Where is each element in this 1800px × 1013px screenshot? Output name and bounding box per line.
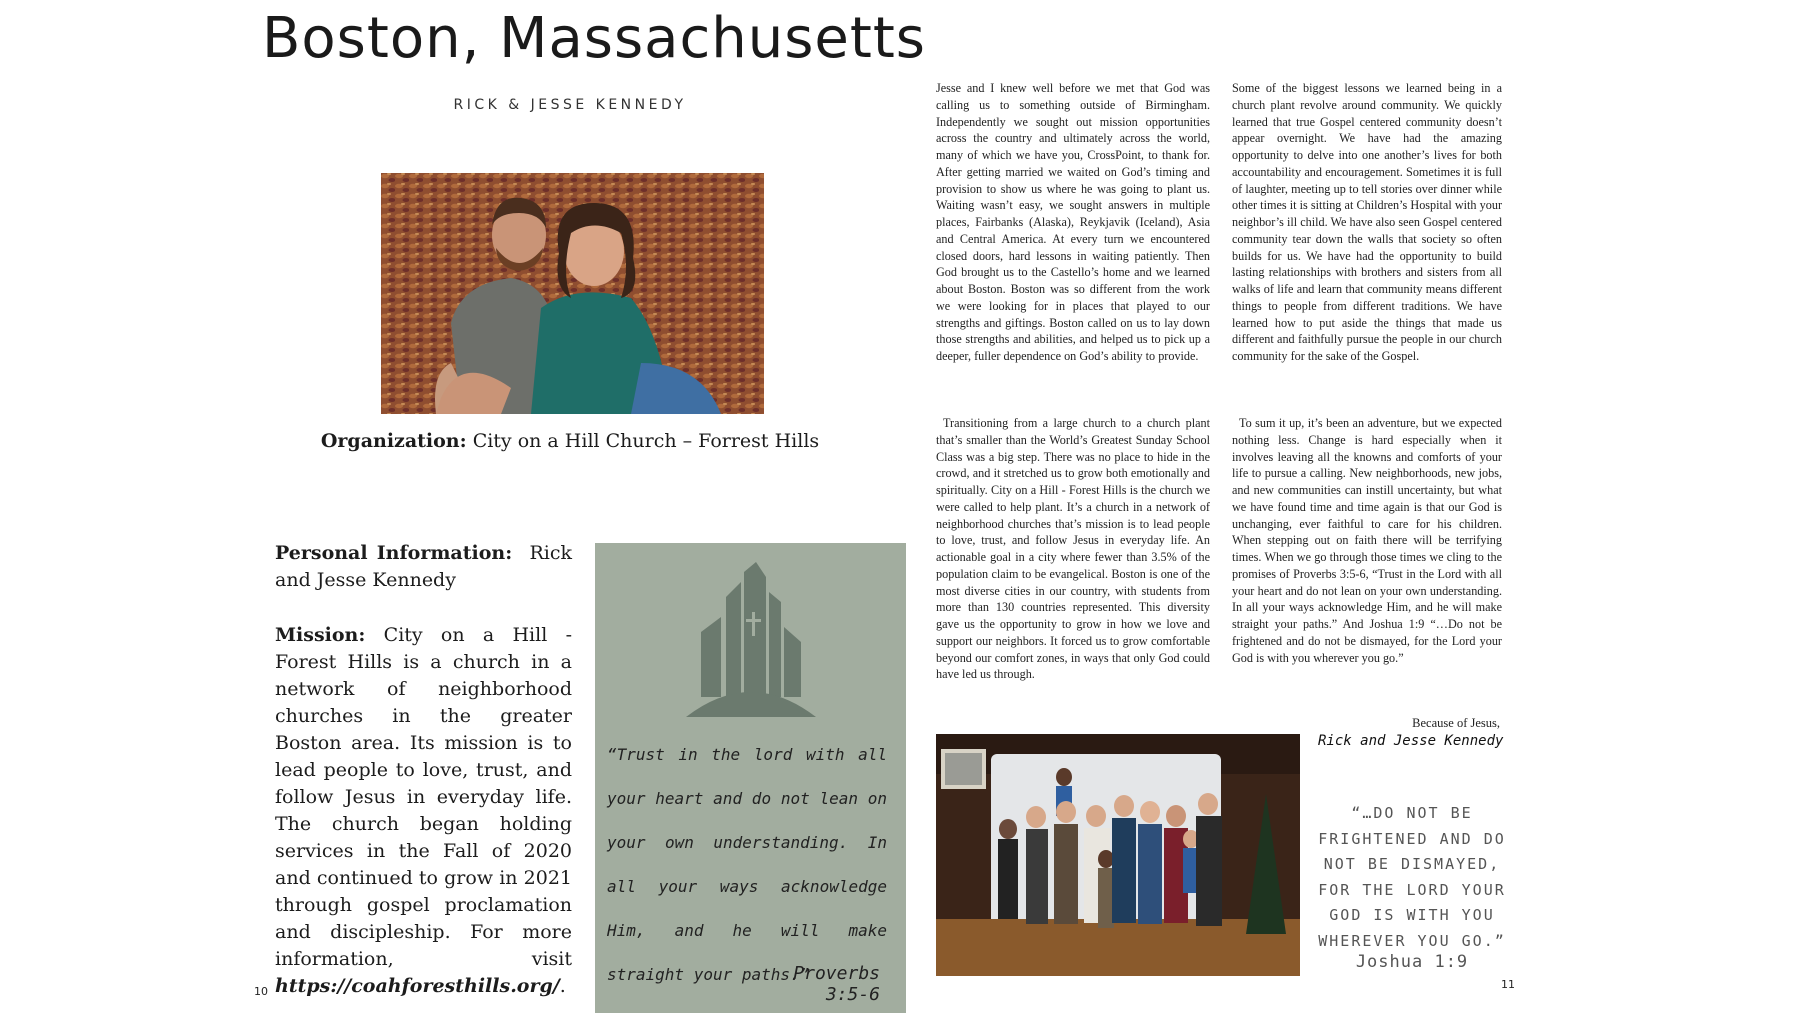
group-photo [936, 734, 1300, 976]
couple-photo [381, 173, 764, 414]
page-number-left: 10 [254, 985, 268, 998]
verse-panel [595, 543, 906, 1013]
city-on-hill-logo-icon [686, 557, 816, 717]
couple-photo-graphic [381, 173, 764, 414]
signature: Rick and Jesse Kennedy [1318, 733, 1504, 749]
article-paragraph-3: Some of the biggest lessons we learned being in a church plant revolve around community. We quickly learned that true Gospel centered community doesn’t appear overnight. We have had the amazing opportunity to delve into one another’s lives for both accountability and encouragement. Sometimes it is full of laughter, meeting up to tell stories over dinner while other times it is sitting at Children’s Hospital with your neighbor’s ill child. We have also seen Gospel centered community tear down the walls that society so often builds for us. We have had the opportunity to build lasting relationships with brothers and sisters from all walks of life and learn that community means different things to people from different traditions. We have learned how to put aside the things that made us different and faithfully pursue the people in our church community for the sake of the Gospel. [1232, 81, 1502, 363]
article-paragraph-1: Jesse and I knew well before we met that God was calling us to something outside of Birmingham. Independently we sought out mission opportunities across the country and ultimately across the world, many of which we have you, CrossPoint, to thank for. After getting married we waited on God’s timing and provision to show us where he was going to plant us. Waiting wasn’t easy, we sought answers in multiple places, Fairbanks (Alaska), Reykjavik (Iceland), Asia and Central America. At every turn we encountered closed doors, hard lessons in waiting patiently. Then God brought us to the Castello’s home and we learned about Boston. Boston was so different from the work we were looking for in places that played to our strengths and giftings. Boston called on us to lay down those strengths and abilities, and helped us to pick up a deeper, fuller dependence on God’s ability to provide. [936, 81, 1210, 363]
mission-text: City on a Hill - Forest Hills is a church in a network of neighborhood churches in the greater Boston area. Its mission is to lead people to love, trust, and follow Jesus in everyday life. The church began holding services in the Fall of 2020 and continued to grow in 2021 through gospel proclamation and discipleship. For more information, visit [275, 624, 572, 970]
joshua-quote-reference: Joshua 1:9 [1355, 952, 1469, 972]
organization-value: City on a Hill Church – Forrest Hills [472, 430, 820, 452]
page-number-right: 11 [1501, 978, 1515, 991]
organization-line [300, 430, 840, 452]
mission-paragraph [275, 622, 572, 1000]
authors-byline: RICK & JESSE KENNEDY [453, 97, 687, 113]
page-title: Boston, Massachusetts [262, 6, 926, 71]
group-photo-graphic [936, 734, 1300, 976]
website-link[interactable]: https://coahforesthills.org/ [275, 975, 560, 997]
signoff-line: Because of Jesus, [1412, 716, 1500, 730]
mission-label: Mission: [275, 624, 366, 646]
verse-reference: Proverbs 3:5-6 [793, 963, 880, 1005]
joshua-quote: “…DO NOT BE FRIGHTENED AND DO NOT BE DISMAYED, FOR THE LORD YOUR GOD IS WITH YOU WHEREVER YOU GO.” [1318, 804, 1506, 950]
verse-quote: “Trust in the lord with all your heart and do not lean on your own understanding. In all your ways acknowledge Him, and he will make straight your paths.” [607, 745, 887, 984]
article-paragraph-4: To sum it up, it’s been an adventure, but we expected nothing less. Change is hard especially when it involves leaving all the knowns and comforts of your life to pursue a calling. New neighborhoods, new jobs, and new communities can instill uncertainty, but what we have found time and time again is that our God is unchanging, ever faithful to care for his children. When stepping out on faith there will be terrifying times. When we go through those times we cling to the promises of Proverbs 3:5-6, “Trust in the Lord with all your heart and do not lean on your own understanding. In all your ways acknowledge Him, and he will make straight your paths.” And Joshua 1:9 “…Do not be frightened and do not be dismayed, for the Lord your God is with you wherever you go.” [1232, 416, 1502, 665]
personal-info-label: Personal Information: [275, 542, 513, 564]
personal-info [275, 540, 572, 594]
personal-info-value: Rick and Jesse Kennedy [275, 542, 572, 591]
organization-label: Organization: [320, 430, 467, 452]
mission-end: . [559, 975, 566, 997]
article-paragraph-2: Transitioning from a large church to a church plant that’s smaller than the World’s Greatest Sunday School Class was a big step. There was no place to hide in the crowd, and it stretched us to grow both emotionally and spiritually. City on a Hill - Forest Hills is the church we were called to help plant. It’s a church in a network of neighborhood churches that’s mission is to lead people to love, trust, and follow Jesus in everyday life. An actionable goal in a city where fewer than 3.5% of the population claim to be evangelical. Boston is one of the most diverse cities in our country, with students from more than 130 countries represented. This diversity gave us the opportunity to grow in how we love and support our neighbors. It forced us to grow comfortable beyond our comfort zones, in ways that only God could have led us through. [936, 416, 1210, 682]
